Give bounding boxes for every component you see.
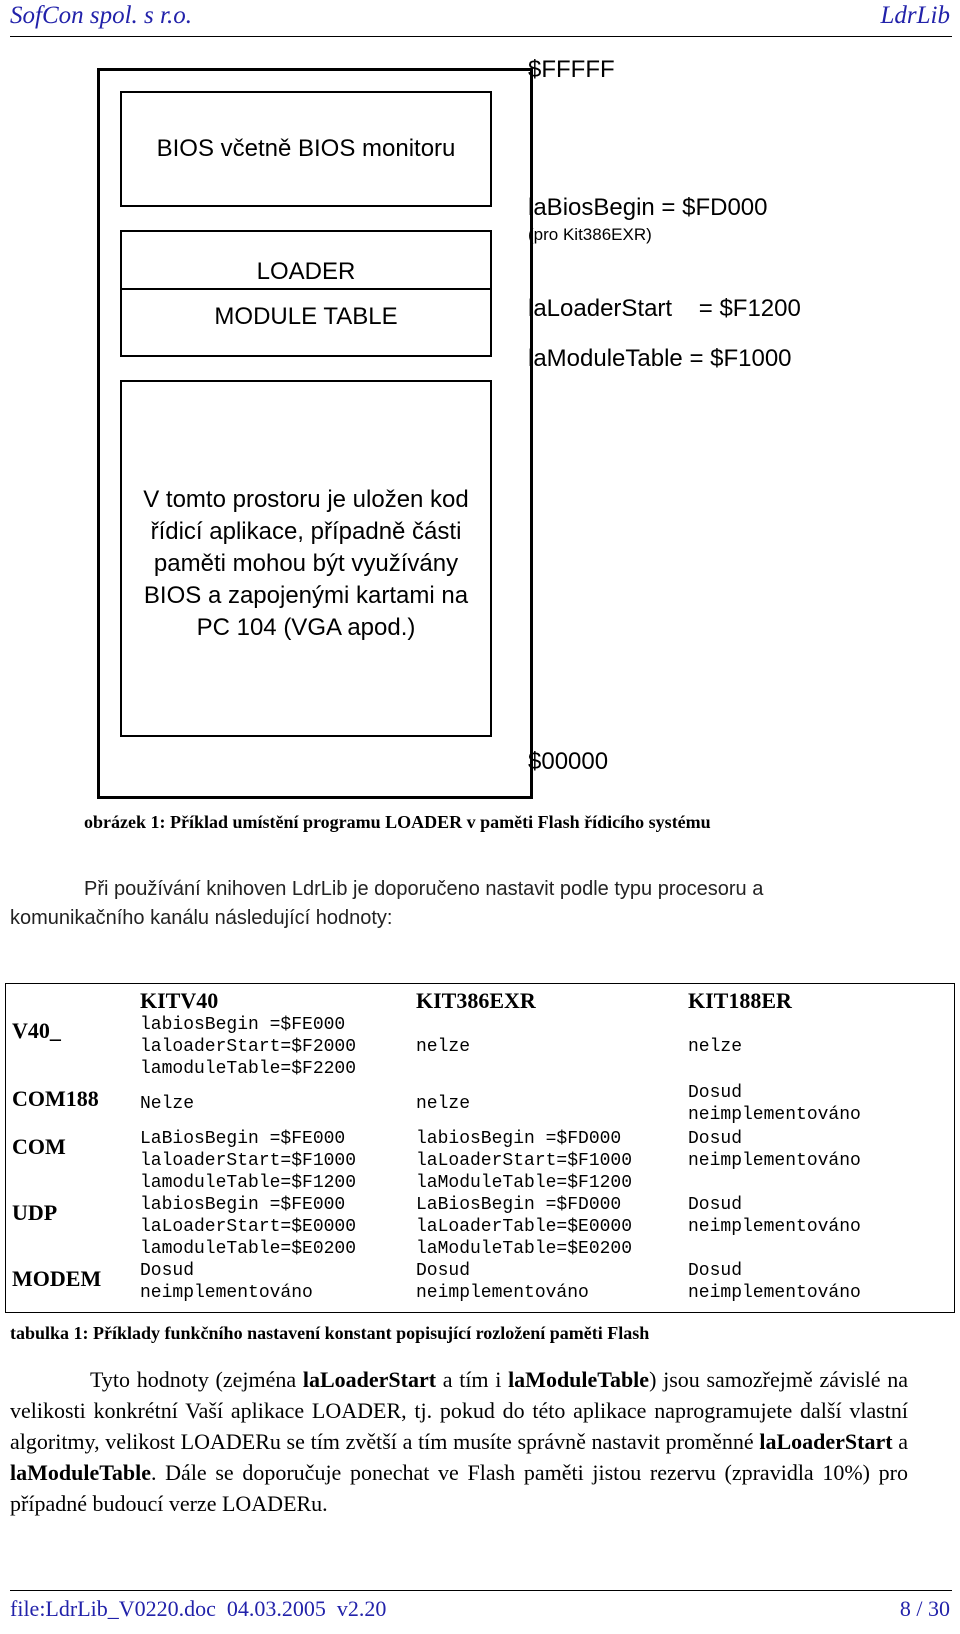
footer-divider [10,1590,952,1591]
address-top: $FFFFF [528,56,615,83]
app-text-line: V tomto prostoru je uložen kod [143,486,469,513]
table-cell: nelze [688,1037,743,1057]
bios-begin-note: (pro Kit386EXR) [528,225,652,244]
intro-line-1: Při používání knihoven LdrLib je doporučeno nastavit podle typu procesoru a [84,878,764,900]
application-area-text [122,484,490,644]
header-divider [10,36,952,37]
table-row-label: MODEM [12,1266,102,1291]
app-text-line: řídicí aplikace, případně části [150,518,462,545]
table-header-kitv40: KITV40 [140,988,219,1013]
figure-caption: obrázek 1: Příklad umístění programu LOADER v paměti Flash řídicího systému [84,812,711,832]
body-text: a tím i [436,1367,509,1392]
loader-start-label: laLoaderStart = $F1200 [528,295,801,322]
body-bold-term: laModuleTable [10,1460,151,1485]
table-cell: Dosud neimplementováno [688,1083,861,1125]
table-row-label: V40_ [12,1018,61,1043]
table-header-kit386exr: KIT386EXR [416,988,536,1013]
body-text: . Dále se doporučuje ponechat ve Flash paměti jistou rezervu (zpravidla 10%) pro případné budoucí verze LOADERu. [10,1460,908,1516]
bios-box [120,91,492,207]
address-bottom: $00000 [528,748,609,775]
bios-box-label: BIOS včetně BIOS monitoru [156,135,456,162]
application-area-box [120,380,492,737]
bios-begin-label: laBiosBegin = $FD000 [528,194,768,221]
app-text-line: paměti mohou být využívány [153,550,459,577]
app-text-line: PC 104 (VGA apod.) [196,614,416,641]
table-cell: labiosBegin =$FD000 laLoaderStart=$F1000 laModuleTable=$F1200 [416,1129,633,1193]
table-cell: labiosBegin =$FE000 laLoaderStart=$E0000 lamoduleTable=$E0200 [140,1195,357,1259]
module-table-label: MODULE TABLE [122,288,490,331]
body-bold-term: laLoaderStart [759,1429,893,1454]
header-doc-name: LdrLib [880,2,950,29]
table-caption: tabulka 1: Příklady funkčního nastavení konstant popisující rozložení paměti Flash [10,1323,650,1343]
table-header-kit188er: KIT188ER [688,988,792,1013]
footer-page-number: 8 / 30 [899,1596,950,1621]
loader-box [120,230,492,357]
body-bold-term: laLoaderStart [302,1367,437,1392]
table-cell: Dosud neimplementováno [140,1261,313,1303]
body-text: Tyto hodnoty (zejména [90,1367,303,1392]
header-company: SofCon spol. s r.o. [10,2,192,29]
loader-box-label: LOADER [256,258,356,285]
table-row-label: COM188 [12,1086,99,1111]
body-bold-term: laModuleTable [508,1367,650,1392]
table-cell: LaBiosBegin =$FE000 laloaderStart=$F1000 lamoduleTable=$F1200 [140,1129,357,1193]
module-table-address-label: laModuleTable = $F1000 [528,345,792,372]
table-row-label: COM [12,1134,66,1159]
table-cell: Dosud neimplementováno [688,1129,861,1171]
table-cell: Dosud neimplementováno [688,1261,861,1303]
table-row-label: UDP [12,1200,58,1225]
table-cell: LaBiosBegin =$FD000 laLoaderTable=$E0000 laModuleTable=$E0200 [416,1195,633,1259]
intro-line-2: komunikačního kanálu následující hodnoty: [10,907,393,929]
body-text: a [892,1429,909,1454]
table-cell: nelze [416,1094,471,1114]
table-cell: nelze [416,1037,471,1057]
table-cell: Nelze [140,1094,195,1114]
body-text: ) jsou samozřejmě závislé na velikosti konkrétní Vaší aplikace LOADER, tj. pokud do této aplikace naprogramujete další vlastní algoritmy, velikost LOADERu se tím zvětší a tím musíte správně nastavit proměnné [10,1367,908,1454]
table-cell: labiosBegin =$FE000 laloaderStart=$F2000 lamoduleTable=$F2200 [140,1015,357,1079]
footer-file-info: file:LdrLib_V0220.doc 04.03.2005 v2.20 [10,1596,387,1621]
body-paragraph [10,1364,908,1519]
app-text-line: BIOS a zapojenými kartami na [143,582,469,609]
table-cell: Dosud neimplementováno [688,1195,861,1237]
table-cell: Dosud neimplementováno [416,1261,589,1303]
